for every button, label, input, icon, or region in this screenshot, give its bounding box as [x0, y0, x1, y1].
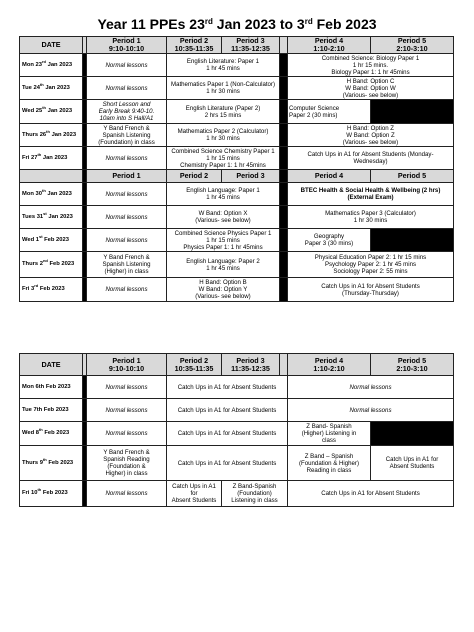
period-2-cell: Catch Ups in A1 for Absent Students [167, 481, 222, 507]
period-1-cell: Normal lessons [87, 399, 167, 422]
period-4-5-cell: Normal lessons [288, 399, 454, 422]
row-fri-27 [20, 147, 454, 170]
period-1-cell: Normal lessons [87, 376, 167, 399]
row-thu-26 [20, 124, 454, 147]
page-title: Year 11 PPEs 23rd Jan 2023 to 3rd Feb 2023 [97, 16, 377, 32]
period-5-header: Period 5 2:10-3:10 [371, 37, 454, 54]
day-label: Fri 27th Jan 2023 [20, 147, 83, 170]
period-4-cell: Geography Paper 3 (30 mins) [288, 229, 371, 252]
timetable-weeks-1-2 [19, 36, 454, 302]
row-fri-10 [20, 481, 454, 507]
period-2-3-cell: Catch Ups in A1 for Absent Students [167, 399, 288, 422]
blocked-cell [371, 100, 454, 124]
timetable-week-3 [19, 353, 454, 507]
period-5-header: Period 5 2:10-3:10 [371, 354, 454, 376]
day-label: Tue 24th Jan 2023 [20, 77, 83, 100]
row-mon-30 [20, 183, 454, 206]
period-2-3-cell: Combined Science Chemistry Paper 1 1 hr 15 mins Chemistry Paper 1: 1 hr 45mins [167, 147, 280, 170]
period-2-3-cell: English Language: Paper 1 1 hr 45 mins [167, 183, 280, 206]
row-tue-31 [20, 206, 454, 229]
period-1-cell: Normal lessons [87, 278, 167, 302]
day-label: Thurs 2nd Feb 2023 [20, 252, 83, 278]
row-mon-6 [20, 376, 454, 399]
period-4-5-cell: BTEC Health & Social Health & Wellbeing (2 hrs) (External Exam) [288, 183, 454, 206]
period-1-cell: Y Band French & Spanish Listening (Foundation) in class [87, 124, 167, 147]
period-5-header: Period 5 [371, 170, 454, 183]
header-row [20, 354, 454, 376]
period-3-header: Period 3 11:35-12:35 [222, 354, 280, 376]
period-2-3-cell: Combined Science Physics Paper 1 1 hr 15 mins Physics Paper 1: 1 hr 45mins [167, 229, 280, 252]
period-2-3-cell: H Band: Option B W Band: Option Y (Various- see below) [167, 278, 280, 302]
period-4-5-cell: Catch Ups in A1 for Absent Students (Monday- Wednesday) [288, 147, 454, 170]
blocked-cell [371, 229, 454, 252]
period-2-header: Period 2 10:35-11:35 [167, 37, 222, 54]
period-2-3-cell: W Band: Option X (Various- see below) [167, 206, 280, 229]
row-fri-3 [20, 278, 454, 302]
period-4-cell: Z Band – Spanish (Foundation & Higher) Reading in class [288, 446, 371, 481]
row-tue-7 [20, 399, 454, 422]
period-1-header: Period 1 9:10-10:10 [87, 354, 167, 376]
day-label: Wed 25th Jan 2023 [20, 100, 83, 124]
period-1-cell: Normal lessons [87, 183, 167, 206]
period-4-cell: Z Band- Spanish (Higher) Listening in class [288, 422, 371, 446]
period-3-cell: Z Band-Spanish (Foundation) Listening in class [222, 481, 288, 507]
period-1-cell: Normal lessons [87, 77, 167, 100]
period-4-5-cell: H Band: Option Z W Band: Option Z (Various- see below) [288, 124, 454, 147]
period-2-3-cell: Catch Ups in A1 for Absent Students [167, 422, 288, 446]
period-4-header: Period 4 1:10-2:10 [288, 354, 371, 376]
day-label: Thurs 9th Feb 2023 [20, 446, 83, 481]
period-4-cell: Computer Science Paper 2 (30 mins) [288, 100, 371, 124]
period-5-cell: Catch Ups in A1 for Absent Students [371, 446, 454, 481]
period-2-3-cell: English Language: Paper 2 1 hr 45 mins [167, 252, 280, 278]
day-label: Tues 31st Jan 2023 [20, 206, 83, 229]
day-label: Fri 3rd Feb 2023 [20, 278, 83, 302]
period-2-3-cell: Mathematics Paper 1 (Non-Calculator) 1 hr 30 mins [167, 77, 280, 100]
row-tue-24 [20, 77, 454, 100]
period-2-header: Period 2 [167, 170, 222, 183]
period-4-5-cell: Catch Ups in A1 for Absent Students [288, 481, 454, 507]
period-2-3-cell: English Literature (Paper 2) 2 hrs 15 mins [167, 100, 280, 124]
period-3-header: Period 3 11:35-12:35 [222, 37, 280, 54]
period-2-header: Period 2 10:35-11:35 [167, 354, 222, 376]
period-1-header: Period 1 [87, 170, 167, 183]
row-wed-25 [20, 100, 454, 124]
period-4-5-cell: Catch Ups in A1 for Absent Students (Thursday-Thursday) [288, 278, 454, 302]
day-label: Thurs 26th Jan 2023 [20, 124, 83, 147]
row-wed-1 [20, 229, 454, 252]
period-4-5-cell: Normal lessons [288, 376, 454, 399]
period-4-5-cell: Physical Education Paper 2: 1 hr 15 mins Psychology Paper 2: 1 hr 45 mins Sociology Paper 2: 55 mins [288, 252, 454, 278]
period-1-cell: Short Lesson and Early Break 9:40-10. 10am into S Hall/A1 [87, 100, 167, 124]
header-row [20, 37, 454, 54]
row-thu-9 [20, 446, 454, 481]
period-4-5-cell: Combined Science: Biology Paper 1 1 hr 15 mins. Biology Paper 1: 1 hr 45mins [288, 54, 454, 77]
period-2-3-cell: Mathematics Paper 2 (Calculator) 1 hr 30 mins [167, 124, 280, 147]
mid-header-row [20, 170, 454, 183]
period-1-cell: Normal lessons [87, 481, 167, 507]
row-mon-23 [20, 54, 454, 77]
period-1-cell: Y Band French & Spanish Listening (Higher) in class [87, 252, 167, 278]
period-1-cell: Normal lessons [87, 147, 167, 170]
period-1-cell: Normal lessons [87, 229, 167, 252]
period-3-header: Period 3 [222, 170, 280, 183]
day-label: Mon 6th Feb 2023 [20, 376, 83, 399]
period-1-cell: Y Band French & Spanish Reading (Foundation & Higher) in class [87, 446, 167, 481]
period-4-header: Period 4 1:10-2:10 [288, 37, 371, 54]
period-1-cell: Normal lessons [87, 206, 167, 229]
date-header: DATE [20, 354, 83, 376]
period-1-header: Period 1 9:10-10:10 [87, 37, 167, 54]
period-2-3-cell: English Literature: Paper 1 1 hr 45 mins [167, 54, 280, 77]
day-label: Tue 7th Feb 2023 [20, 399, 83, 422]
day-label: Wed 1st Feb 2023 [20, 229, 83, 252]
row-thu-2 [20, 252, 454, 278]
period-4-header: Period 4 [288, 170, 371, 183]
day-label: Wed 8th Feb 2023 [20, 422, 83, 446]
day-label: Mon 30th Jan 2023 [20, 183, 83, 206]
period-2-3-cell: Catch Ups in A1 for Absent Students [167, 376, 288, 399]
row-wed-8 [20, 422, 454, 446]
period-1-cell: Normal lessons [87, 422, 167, 446]
period-2-3-cell: Catch Ups in A1 for Absent Students [167, 446, 288, 481]
period-4-5-cell: Mathematics Paper 3 (Calculator) 1 hr 30 mins [288, 206, 454, 229]
period-4-5-cell: H Band: Option C W Band: Option W (Various- see below) [288, 77, 454, 100]
day-label: Mon 23rd Jan 2023 [20, 54, 83, 77]
date-header: DATE [20, 37, 83, 54]
period-1-cell: Normal lessons [87, 54, 167, 77]
day-label: Fri 10th Feb 2023 [20, 481, 83, 507]
blocked-cell [371, 422, 454, 446]
